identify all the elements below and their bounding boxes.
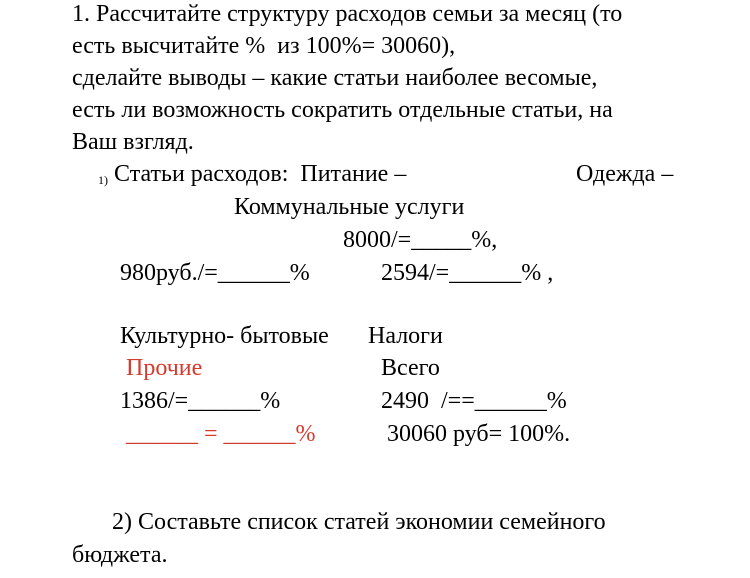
taxes-formula: 2490 /==______%	[381, 388, 567, 414]
utilities-formula: 2594/=______% ,	[381, 260, 554, 286]
clothing-label: Одежда –	[576, 161, 674, 187]
utilities-label: Коммунальные услуги	[234, 194, 465, 220]
culture-label: Культурно- бытовые	[120, 323, 329, 349]
total-formula: 30060 руб= 100%.	[387, 421, 571, 447]
task2-line-2: бюджета.	[72, 542, 168, 568]
other-formula: ______ = ______%	[126, 421, 316, 447]
total-label: Всего	[381, 355, 440, 381]
other-label: Прочие	[126, 355, 203, 381]
task1-line-2: есть высчитайте % из 100%= 30060),	[72, 33, 456, 59]
task1-line-4: есть ли возможность сократить отдельные статьи, на	[72, 97, 613, 123]
task1-line-3: сделайте выводы – какие статьи наиболее весомые,	[72, 65, 598, 91]
clothing-formula: 980руб./=______%	[120, 260, 310, 286]
culture-formula: 1386/=______%	[120, 388, 281, 414]
list-number: 1)	[98, 173, 108, 187]
task1-line-1: 1. Рассчитайте структуру расходов семьи за месяц (то	[72, 1, 623, 27]
taxes-label: Налоги	[368, 323, 443, 349]
food-formula: 8000/=_____%,	[343, 227, 498, 253]
task2-line-1: 2) Составьте список статей экономии семейного	[112, 509, 606, 535]
expenses-header: Статьи расходов: Питание –	[114, 161, 407, 187]
task1-line-5: Ваш взгляд.	[72, 129, 194, 155]
